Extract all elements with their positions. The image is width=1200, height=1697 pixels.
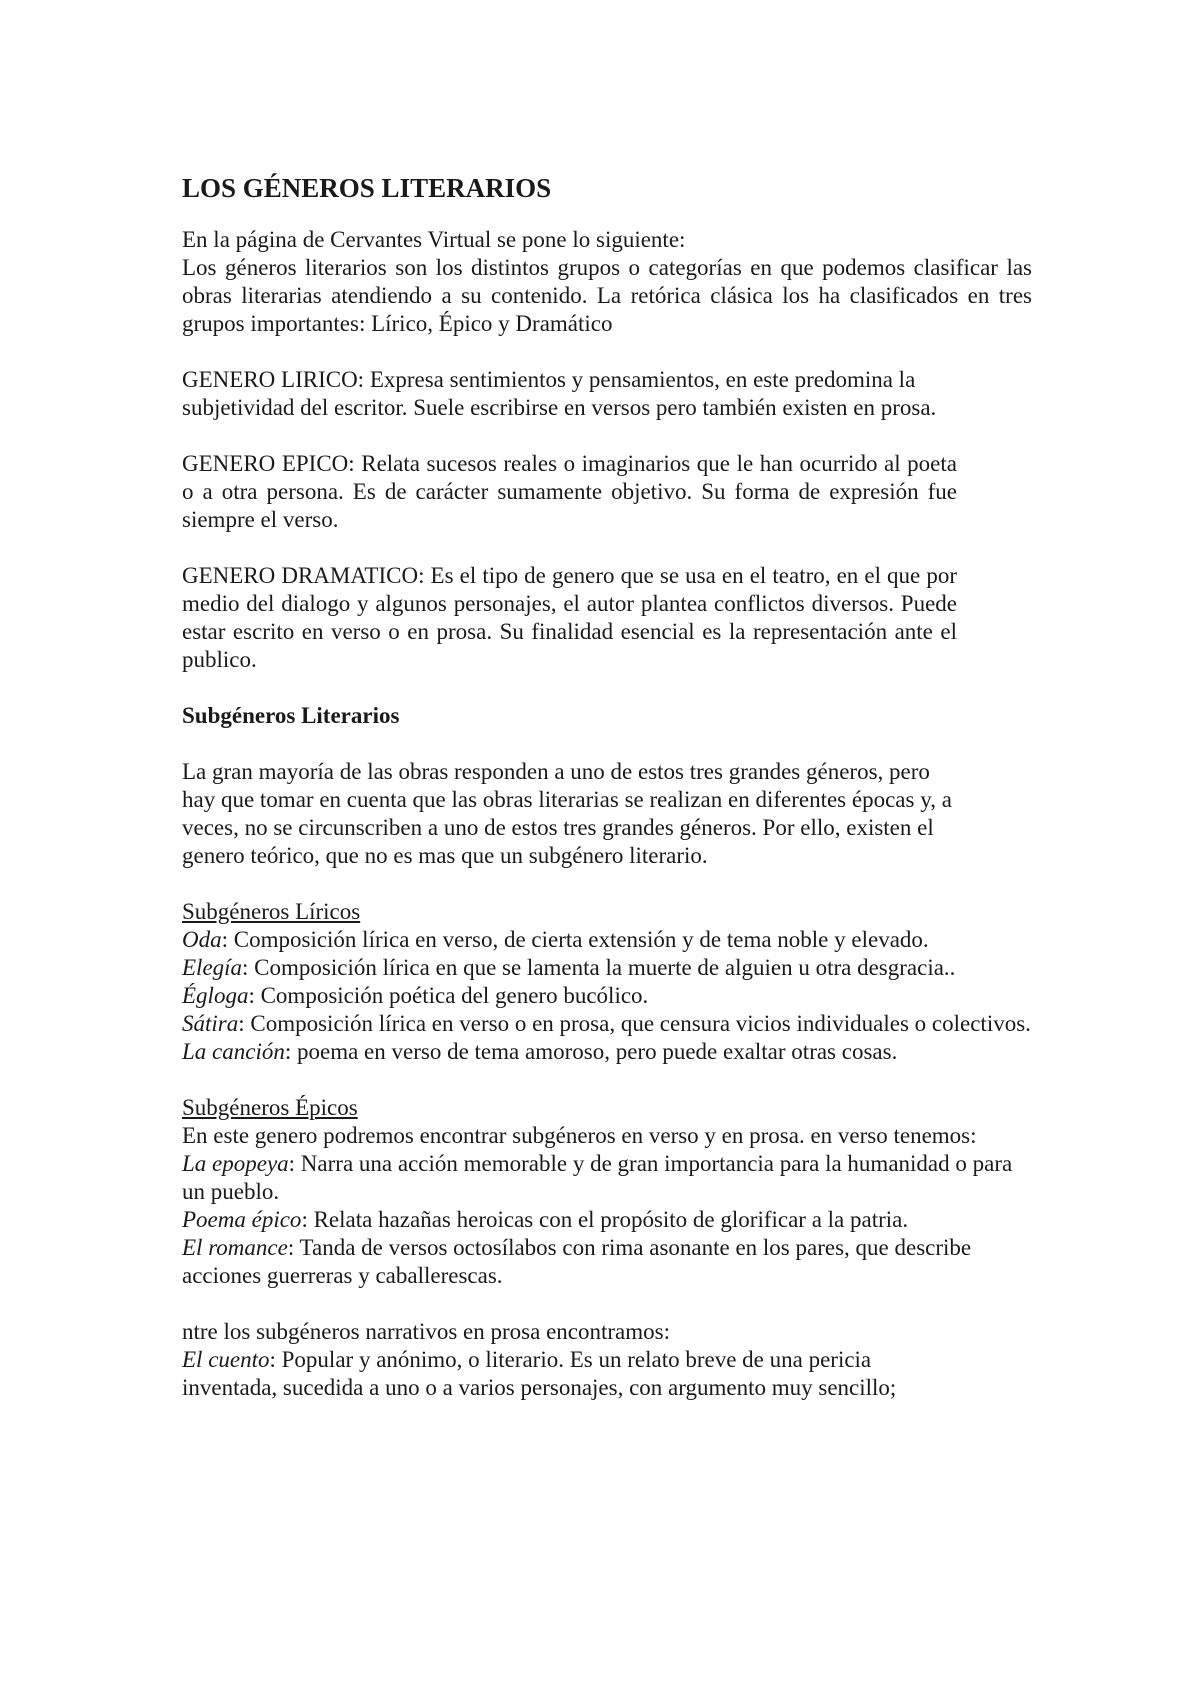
- subgenres-intro: La gran mayoría de las obras responden a uno de estos tres grandes géneros, pero hay que tomar en cuenta que las obras literarias se realizan en diferentes épocas y, a veces, no se circunscriben a uno de estos tres grandes géneros. Por ello, existen el genero teórico, que no es mas que un subgénero literario.: [182, 759, 952, 868]
- list-item: [182, 926, 1032, 954]
- document-page: [182, 172, 1032, 1430]
- item-text: : Composición lírica en que se lamenta la muerte de alguien u otra desgracia..: [242, 955, 956, 980]
- item-text: : Composición lírica en verso, de cierta extensión y de tema noble y elevado.: [221, 927, 929, 952]
- document-title: LOS GÉNEROS LITERARIOS: [182, 173, 552, 203]
- item-text: : poema en verso de tema amoroso, pero puede exaltar otras cosas.: [284, 1039, 898, 1064]
- item-term: Égloga: [182, 983, 249, 1008]
- item-text: : Composición lírica en verso o en prosa, que censura vicios individuales o colectivos.: [238, 1011, 1031, 1036]
- list-item: [182, 1010, 1032, 1038]
- epic-intro: En este genero podremos encontrar subgéneros en verso y en prosa. en verso tenemos:: [182, 1123, 977, 1148]
- item-term: El cuento: [182, 1347, 270, 1372]
- lyric-heading: Subgéneros Líricos: [182, 899, 361, 924]
- prose-subgenres: [182, 1318, 957, 1402]
- item-text: : Tanda de versos octosílabos con rima asonante en los pares, que describe acciones guerreras y caballerescas.: [182, 1235, 972, 1288]
- item-term: La canción: [182, 1039, 285, 1064]
- item-term: La epopeya: [182, 1151, 289, 1176]
- item-term: Oda: [182, 927, 222, 952]
- lyric-subgenres: [182, 898, 1032, 1066]
- intro-section: [182, 226, 1032, 338]
- list-item: [182, 1038, 1032, 1066]
- item-text: : Composición poética del genero bucólico.: [248, 983, 649, 1008]
- subgenres-heading: Subgéneros Literarios: [182, 703, 400, 728]
- intro-definition: Los géneros literarios son los distintos grupos o categorías en que podemos clasificar las obras literarias atendiendo a su contenido. La retórica clásica los ha clasificados en tres grupos importantes: Lírico, Épico y Dramático: [182, 255, 1032, 336]
- item-term: Poema épico: [182, 1207, 302, 1232]
- list-item: [182, 1346, 957, 1402]
- genre-epico: GENERO EPICO: Relata sucesos reales o imaginarios que le han ocurrido al poeta o a otra persona. Es de carácter sumamente objetivo. Su forma de expresión fue siempre el verso.: [182, 451, 957, 532]
- genre-lirico: GENERO LIRICO: Expresa sentimientos y pensamientos, en este predomina la subjetividad del escritor. Suele escribirse en versos pero también existen en prosa.: [182, 367, 937, 420]
- item-text: : Relata hazañas heroicas con el propósito de glorificar a la patria.: [301, 1207, 909, 1232]
- list-item: [182, 1206, 1032, 1234]
- list-item: [182, 982, 1032, 1010]
- item-term: Sátira: [182, 1011, 239, 1036]
- item-text: : Popular y anónimo, o literario. Es un relato breve de una pericia inventada, sucedida a uno o a varios personajes, con argumento muy sencillo;: [182, 1347, 897, 1400]
- item-term: Elegía: [182, 955, 243, 980]
- item-text: : Narra una acción memorable y de gran importancia para la humanidad o para un pueblo.: [182, 1151, 1013, 1204]
- list-item: [182, 954, 1032, 982]
- prose-intro: ntre los subgéneros narrativos en prosa encontramos:: [182, 1319, 670, 1344]
- item-term: El romance: [182, 1235, 288, 1260]
- list-item: [182, 1150, 1032, 1206]
- epic-heading: Subgéneros Épicos: [182, 1095, 358, 1120]
- intro-line: En la página de Cervantes Virtual se pone lo siguiente:: [182, 227, 686, 252]
- epic-subgenres: [182, 1094, 1032, 1290]
- genre-dramatico: GENERO DRAMATICO: Es el tipo de genero que se usa en el teatro, en el que por medio del dialogo y algunos personajes, el autor plantea conflictos diversos. Puede estar escrito en verso o en prosa. Su finalidad esencial es la representación ante el publico.: [182, 563, 957, 672]
- list-item: [182, 1234, 1032, 1290]
